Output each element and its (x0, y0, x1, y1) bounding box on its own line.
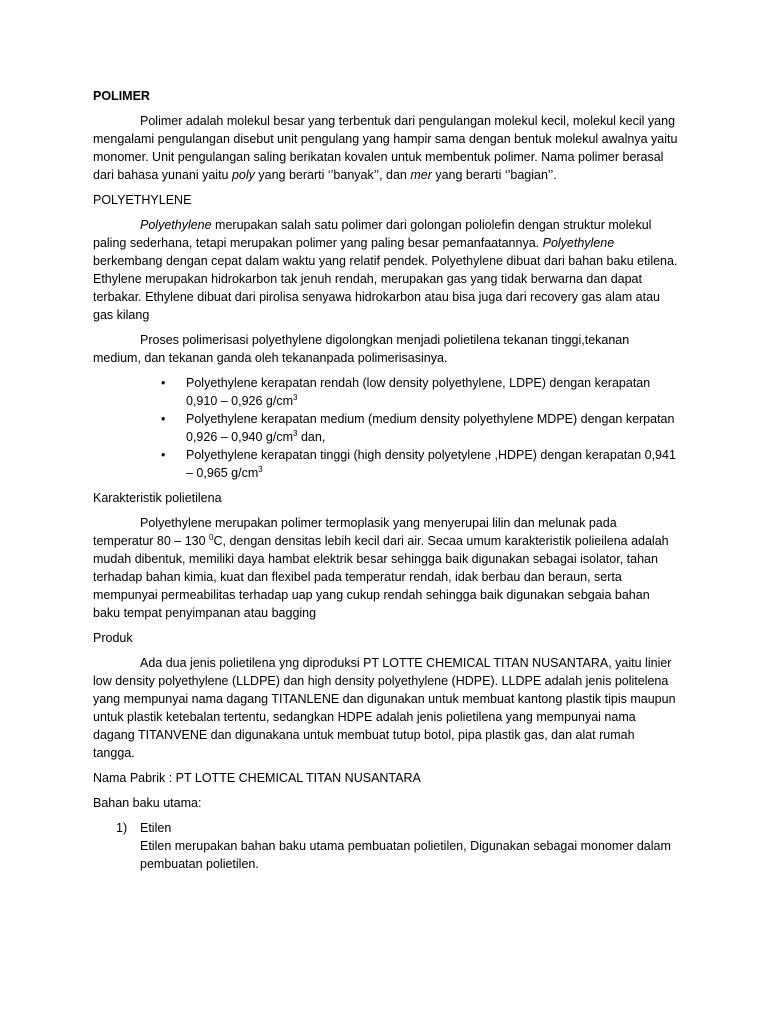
text-run: Polyethylene merupakan polimer termoplasik yang menyerupai lilin dan melunak pada temperatur 80 – 130 (93, 516, 617, 548)
section-title-produk: Produk (93, 631, 133, 645)
bullet-icon: • (161, 448, 166, 462)
superscript: 0 (209, 532, 214, 542)
bullet-icon: • (161, 412, 166, 426)
list-item (116, 819, 678, 873)
term-mer: mer (410, 168, 432, 182)
section-title-polyethylene: POLYETHYLENE (93, 193, 192, 207)
produk-paragraph: Ada dua jenis polietilena yng diproduksi PT LOTTE CHEMICAL TITAN NUSANTARA, yaitu linier low density polyethylene (LLDPE) dan high density polyethylene (HDPE). LLDPE adalah jenis politelena yang mempunyai nama dagang TITANLENE dan digunakan untuk membuat kantong plastik tipis maupun untuk plastik ketebalan tertentu, sedangkan HDPE adalah jenis polietilena yang mempunyai nama dagang TITANVENE dan digunakana untuk membuat tutup botol, pipa plastik gas, dan alat rumah tangga. (93, 656, 676, 760)
superscript: 3 (293, 392, 298, 402)
text-run: C, dengan densitas lebih kecil dari air. Secaa umum karakteristik polieilena adalah mudah dibentuk, memiliki daya hambat elektrik besar sehingga baik digunakan sebagai isolator, tahan terhadap bahan kimia, kuat dan flexibel pada temperatur rendah, idak berbau dan beraun, serta mempunyai permeabilitas terhadap uap yang cukup rendah sehingga baik digunakan sebgaia bahan baku tempat penyimpanan atau bagging (93, 534, 669, 620)
section-title-bahan-baku: Bahan baku utama: (93, 796, 202, 810)
bullet-icon: • (161, 376, 166, 390)
text-run: berkembang dengan cepat dalam waktu yang relatif pendek. Polyethylene dibuat dari bahan baku etilena. Ethylene merupakan hidrokarbon tak jenuh rendah, merupakan gas yang tidak berwarna dan dapat terbakar. Ethylene dibuat dari pirolisa senyawa hidrokarbon atau bisa juga dari recovery gas alam atau gas kilang (93, 254, 678, 322)
polimer-paragraph (93, 112, 678, 184)
list-item (161, 410, 678, 446)
density-bullet-list (93, 374, 678, 482)
list-item-text: Polyethylene kerapatan tinggi (high density polyetylene ,HDPE) dengan kerapatan 0,941 – 0,965 g/cm (186, 448, 676, 480)
list-item-text: Polyethylene kerapatan medium (medium density polyethylene MDPE) dengan kerpatan 0,926 – 0,940 g/cm (186, 412, 675, 444)
text-run: yang berarti ‘’bagian’’. (431, 168, 557, 182)
karakteristik-paragraph (93, 514, 678, 622)
section-title-polimer: POLIMER (93, 89, 150, 103)
text-run: merupakan salah satu polimer dari golongan poliolefin dengan struktur molekul paling sederhana, tetapi merupakan polimer yang paling besar pemanfaatannya. (93, 218, 652, 250)
polyethylene-paragraph-2: Proses polimerisasi polyethylene digolongkan menjadi polietilena tekanan tinggi,tekanan medium, dan tekanan ganda oleh tekananpada polimerisasinya. (93, 333, 630, 365)
list-item-text: Polyethylene kerapatan rendah (low density polyethylene, LDPE) dengan kerapatan 0,910 – 0,926 g/cm (186, 376, 651, 408)
term-poly: poly (231, 168, 255, 182)
term-polyethylene: Polyethylene (542, 236, 615, 250)
list-item (161, 446, 678, 482)
list-number: 1) (116, 821, 128, 835)
superscript: 3 (258, 464, 263, 474)
raw-material-list (93, 819, 678, 873)
factory-name: Nama Pabrik : PT LOTTE CHEMICAL TITAN NUSANTARA (93, 771, 421, 785)
polyethylene-paragraph-1 (93, 216, 678, 324)
raw-material-label: Etilen (140, 821, 172, 835)
text-run: yang berarti ‘’banyak’’, dan (254, 168, 411, 182)
raw-material-description: Etilen merupakan bahan baku utama pembuatan polietilen, Digunakan sebagai monomer dalam pembuatan polietilen. (140, 839, 671, 871)
superscript: 3 (293, 428, 298, 438)
section-title-karakteristik: Karakteristik polietilena (93, 491, 222, 505)
text-run: Polimer adalah molekul besar yang terbentuk dari pengulangan molekul kecil, molekul kecil yang mengalami pengulangan disebut unit pengulang yang hampir sama dengan bentuk molekul awalnya yaitu monomer. Unit pengulangan saling berikatan kovalen untuk membentuk polimer. Nama polimer berasal dari bahasa yunani yaitu (93, 114, 678, 182)
list-item (161, 374, 678, 410)
list-item-tail: dan, (297, 430, 326, 444)
term-polyethylene: Polyethylene (140, 218, 212, 232)
